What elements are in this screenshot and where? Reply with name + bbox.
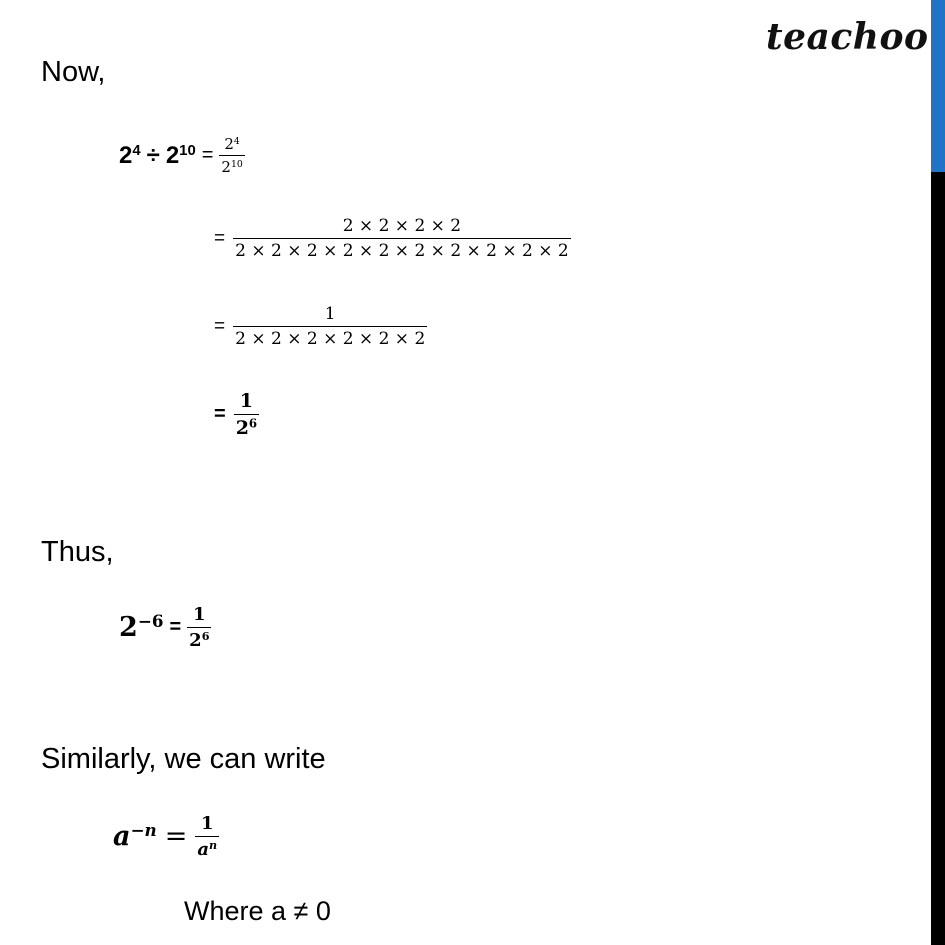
equals-sign: = (201, 144, 214, 166)
fraction-numerator: 2 × 2 × 2 × 2 (342, 216, 462, 236)
fraction-numerator: 1 (200, 813, 214, 834)
fraction-denominator: $2^6$ (187, 627, 211, 651)
fraction-numerator: 1 (239, 390, 254, 412)
lhs-term-a: $2^4$ (119, 141, 141, 169)
fraction-denominator: $2^{10}$ (219, 155, 244, 176)
thus-label: Thus, (41, 536, 114, 568)
equation-line-1 (119, 135, 245, 176)
condition-text: Where a ≠ 0 (184, 896, 331, 926)
equals-sign: = (214, 315, 226, 337)
fraction-one-over-2pow6 (187, 604, 211, 651)
fraction-numerator: 1 (324, 304, 336, 324)
fraction-one-over-2pow6 (234, 390, 259, 439)
equation-line-3 (214, 304, 427, 349)
equals-sign: = (214, 403, 226, 425)
result-equation (119, 604, 211, 651)
negative-power-term: $2^{-6}$ (119, 610, 164, 643)
fraction-denominator: 2 × 2 × 2 × 2 × 2 × 2 (233, 326, 427, 349)
fraction-numerator: $2^4$ (224, 135, 240, 153)
equation-line-4 (214, 390, 259, 439)
fraction-denominator: $2^6$ (234, 414, 259, 439)
fraction-product-of-twos (233, 216, 571, 261)
equation-line-2 (214, 216, 571, 261)
fraction-one-over-six-twos (233, 304, 427, 349)
fraction-one-over-a-pow-n (195, 813, 219, 860)
fraction-denominator: 2 × 2 × 2 × 2 × 2 × 2 × 2 × 2 × 2 × 2 (233, 238, 571, 261)
similarly-label: Similarly, we can write (41, 743, 326, 775)
general-rule-equation (113, 813, 219, 860)
fraction-numerator: 1 (193, 604, 206, 625)
scrollbar[interactable] (931, 0, 945, 945)
fraction-denominator: $a^n$ (195, 836, 219, 860)
equals-sign: = (214, 227, 226, 249)
fraction-2pow4-over-2pow10 (219, 135, 244, 176)
teachoo-logo: teachoo (766, 16, 929, 58)
equals-sign: = (164, 821, 188, 852)
divide-sign: ÷ (146, 141, 160, 169)
general-negative-power-term: $a^{-n}$ (113, 819, 157, 852)
lhs-term-b: $2^{10}$ (165, 141, 196, 169)
now-label: Now, (41, 56, 106, 88)
equals-sign: = (169, 616, 182, 638)
scroll-thumb[interactable] (931, 0, 945, 172)
